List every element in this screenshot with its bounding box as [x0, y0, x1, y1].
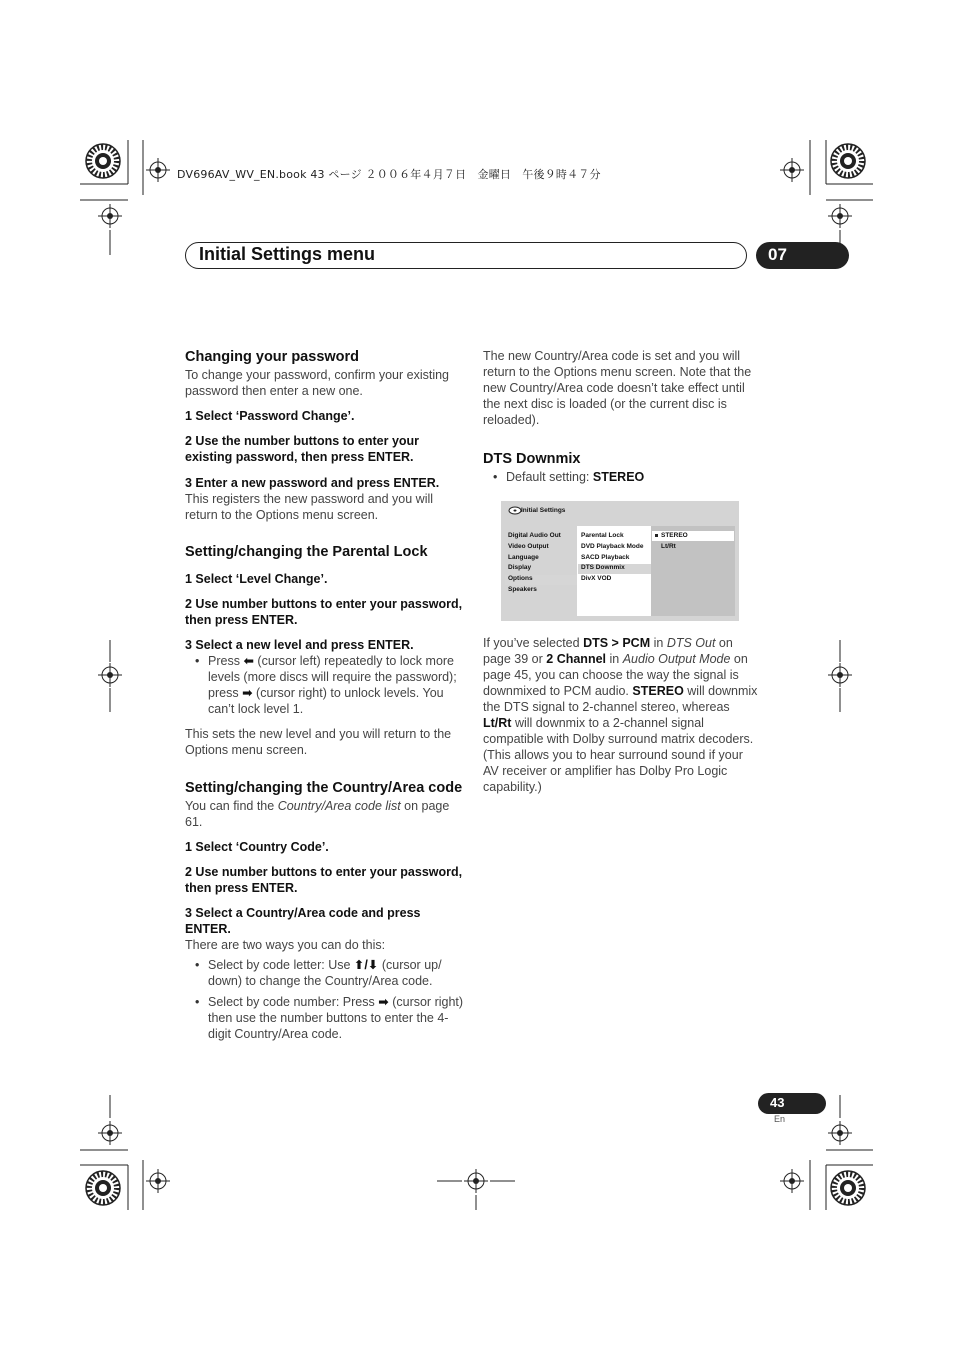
two-channel-setting: 2 Channel	[546, 652, 607, 666]
option-stereo: STEREO	[661, 532, 688, 539]
country-result: The new Country/Area code is set and you will return to the Options menu screen. Note that the new Country/Area code doesn’t take effect until the next disc is loaded (or the current disc is reloaded).	[483, 349, 752, 427]
menu-item-display: Display	[508, 564, 532, 571]
country-intro-b: on page 61.	[185, 799, 450, 829]
country-bullet-2-text-b: (cursor right) then use the number buttons to enter the 4-digit Country/Area code.	[208, 995, 464, 1041]
dts-text-9: on page 45, you can choose the way the signal is downmixed to PCM audio.	[483, 652, 748, 698]
country-list-reference: Country/Area code list	[277, 799, 401, 813]
disc-icon	[508, 506, 522, 515]
country-bullet-1	[185, 957, 465, 989]
parental-bullet-text-a: Press	[208, 654, 240, 668]
submenu-item-divx-vod: DivX VOD	[581, 575, 612, 582]
selected-marker-icon	[655, 534, 658, 537]
dts-heading: DTS Downmix	[483, 451, 581, 467]
parental-step-1: 1 Select ‘Level Change’.	[185, 572, 328, 586]
submenu-item-parental-lock: Parental Lock	[581, 532, 624, 539]
print-file-info: DV696AV_WV_EN.book 43 ページ ２００６年４月７日 金曜日 午後９時４７分	[177, 168, 601, 181]
menu-item-digital-audio-out: Digital Audio Out	[508, 532, 561, 539]
dts-text-11: will downmix the DTS signal to 2-channel stereo, whereas	[483, 684, 758, 714]
chapter-number: 07	[768, 245, 787, 264]
page-language: En	[774, 1114, 786, 1124]
dts-pcm-setting: DTS > PCM	[583, 636, 651, 650]
screen-title: Initial Settings	[521, 507, 566, 514]
page-number: 43	[770, 1095, 785, 1110]
dts-text-13: will downmix to a 2-channel signal compatible with Dolby surround matrix decoders. (This allows you to hear surround sound if your AV receiver or amplifier has Dolby Pro Logic capability.)	[483, 716, 754, 794]
country-step-2: 2 Use number buttons to enter your password, then press ENTER.	[185, 865, 463, 895]
country-bullet-2	[185, 994, 465, 1042]
left-column	[185, 348, 465, 1042]
page-number-tab	[758, 1093, 826, 1114]
dts-default-setting	[483, 469, 758, 485]
cursor-up-down-arrow-icon: ⬆/⬇	[353, 958, 379, 972]
country-heading: Setting/changing the Country/Area code	[185, 780, 463, 796]
menu-item-language: Language	[508, 554, 539, 561]
dts-default-value: STEREO	[592, 470, 645, 484]
country-step-3: 3 Select a Country/Area code and press ENTER.	[185, 906, 421, 936]
parental-bullet-text-b: (cursor left) repeatedly to lock more levels (more discs will require the password); press	[208, 654, 457, 700]
dts-default-label: Default setting:	[506, 470, 590, 484]
cursor-right-arrow-icon: ➡	[242, 686, 253, 700]
menu-item-speakers: Speakers	[508, 586, 537, 593]
parental-note: This sets the new level and you will return to the Options menu screen.	[185, 727, 452, 757]
menu-item-options: Options	[508, 575, 533, 582]
parental-step-2: 2 Use number buttons to enter your password, then press ENTER.	[185, 597, 463, 627]
option-lt-rt: Lt/Rt	[661, 543, 676, 550]
section-title: Initial Settings menu	[199, 244, 376, 264]
dts-text-7: in	[609, 652, 620, 666]
country-ways: There are two ways you can do this:	[185, 938, 386, 952]
cursor-right-arrow-icon: ➡	[378, 995, 389, 1009]
password-intro: To change your password, confirm your existing password then enter a new one.	[185, 368, 450, 398]
password-step-2: 2 Use the number buttons to enter your existing password, then press ENTER.	[185, 434, 420, 464]
lt-rt-option: Lt/Rt	[483, 716, 512, 730]
parental-heading: Setting/changing the Parental Lock	[185, 544, 428, 560]
dts-text-1: If you’ve selected	[483, 636, 580, 650]
country-intro-a: You can find the	[185, 799, 275, 813]
country-bullet-1-text-a: Select by code letter: Use	[208, 958, 351, 972]
password-step-3-note: This registers the new password and you will return to the Options menu screen.	[185, 492, 434, 522]
right-column	[483, 348, 758, 485]
dts-text-5: on page 39 or	[483, 636, 733, 666]
dts-text-3: in	[653, 636, 664, 650]
password-heading: Changing your password	[185, 349, 360, 365]
stereo-option: STEREO	[632, 684, 684, 698]
menu-item-video-output: Video Output	[508, 543, 549, 550]
cursor-left-arrow-icon: ⬅	[243, 654, 254, 668]
dts-out-reference: DTS Out	[666, 636, 716, 650]
country-bullet-1-text-b: (cursor up/ down) to change the Country/Area code.	[208, 958, 442, 988]
submenu-item-dvd-playback-mode: DVD Playback Mode	[581, 543, 644, 550]
submenu-item-dts-downmix: DTS Downmix	[581, 564, 625, 571]
password-step-3: 3 Enter a new password and press ENTER.	[185, 476, 440, 490]
country-intro	[185, 798, 465, 830]
parental-step-3: 3 Select a new level and press ENTER.	[185, 638, 414, 652]
audio-output-mode-reference: Audio Output Mode	[622, 652, 731, 666]
password-step-1: 1 Select ‘Password Change’.	[185, 409, 355, 423]
country-step-1: 1 Select ‘Country Code’.	[185, 840, 329, 854]
dts-description	[483, 635, 758, 795]
parental-bullet	[185, 653, 465, 717]
parental-bullet-text-c: (cursor right) to unlock levels. You can’t lock level 1.	[208, 686, 444, 716]
submenu-item-sacd-playback: SACD Playback	[581, 554, 630, 561]
country-bullet-2-text-a: Select by code number: Press	[208, 995, 375, 1009]
